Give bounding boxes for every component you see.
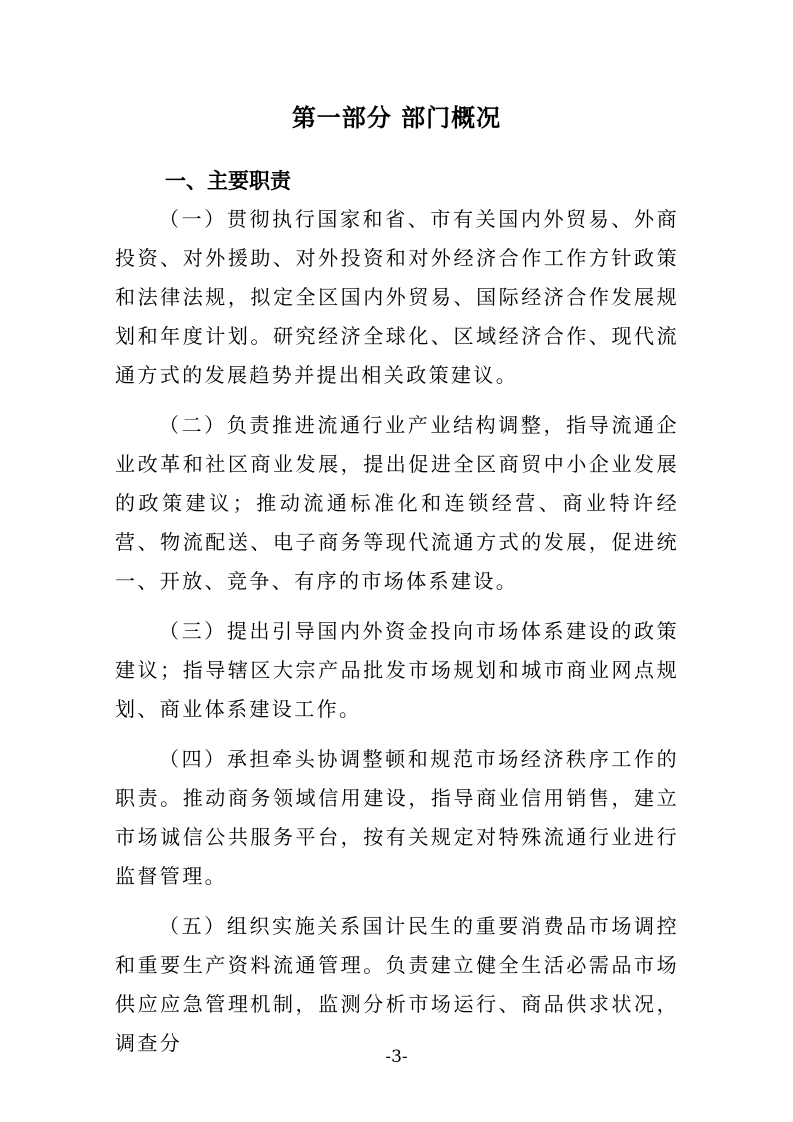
page-number: -3- [385,1047,408,1067]
document-body [115,200,679,1074]
paragraph-duty-4: （四）承担牵头协调整顿和规范市场经济秩序工作的职责。推动商务领域信用建设，指导商业信用销售，建立市场诚信公共服务平台，按有关规定对特殊流通行业进行监督管理。 [115,747,679,888]
paragraph-duty-1: （一）贯彻执行国家和省、市有关国内外贸易、外商投资、对外援助、对外投资和对外经济合作工作方针政策和法律法规，拟定全区国内外贸易、国际经济合作发展规划和年度计划。研究经济全球化、区域经济合作、现代流通方式的发展趋势并提出相关政策建议。 [115,207,679,387]
paragraph-duty-3: （三）提出引导国内外资金投向市场体系建设的政策建议；指导辖区大宗产品批发市场规划和城市商业网点规划、商业体系建设工作。 [115,619,679,721]
paragraph-duty-5: （五）组织实施关系国计民生的重要消费品市场调控和重要生产资料流通管理。负责建立健全生活必需品市场供应应急管理机制，监测分析市场运行、商品供求状况，调查分 [115,914,679,1055]
paragraph-duty-2: （二）负责推进流通行业产业结构调整，指导流通企业改革和社区商业发展，提出促进全区商贸中小企业发展的政策建议；推动流通标准化和连锁经营、商业特许经营、物流配送、电子商务等现代流通方式的发展，促进统一、开放、竞争、有序的市场体系建设。 [115,413,679,593]
section-heading: 一、主要职责 [165,169,291,193]
page-title: 第一部分 部门概况 [291,104,502,132]
